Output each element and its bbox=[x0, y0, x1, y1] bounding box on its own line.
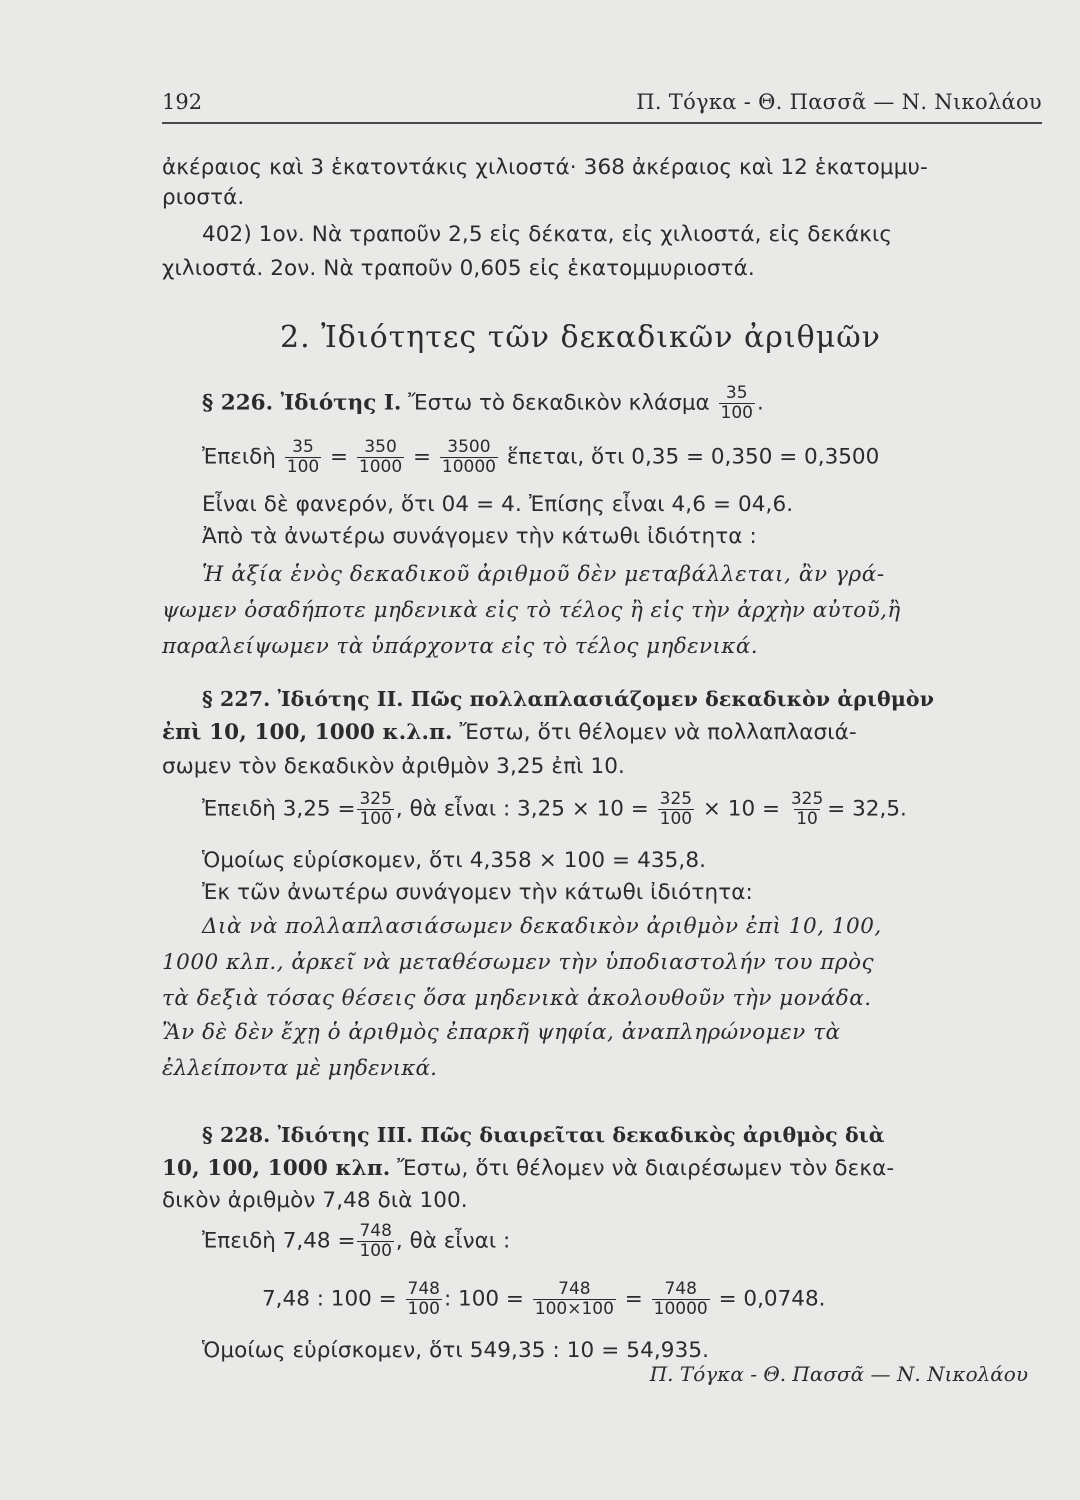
text-line: ἀκέραιος καὶ 3 ἑκατοντάκις χιλιοστά· 368 ἀκέραιος καὶ 12 ἑκατομμυ- bbox=[162, 155, 928, 180]
rule-226: Ἡ ἀξία ἑνὸς δεκαδικοῦ ἀριθμοῦ δὲν μεταβάλλεται, ἂν γρά- bbox=[202, 562, 885, 587]
equation-226: Ἐπειδὴ $\frac{35}{100}$ = $\frac{350}{1000}$ = $\frac{3500}{10000}$ ἕπεται, ὅτι 0,35 = 0,350 = 0,3500 bbox=[202, 437, 880, 477]
text-line: Ἀπὸ τὰ ἀνωτέρω συνάγομεν τὴν κάτωθι ἰδιότητα : bbox=[202, 524, 757, 549]
section-label-228: § 228. Ἰδιότης III. Πῶς διαιρεῖται δεκαδικὸς ἀριθμὸς διὰ bbox=[202, 1123, 885, 1147]
rule-227: Ἂν δὲ δὲν ἔχῃ ὁ ἀριθμὸς ἐπαρκῆ ψηφία, ἀναπληρώνομεν τὰ bbox=[162, 1020, 841, 1045]
text-line: δικὸν ἀριθμὸν 7,48 διὰ 100. bbox=[162, 1188, 468, 1213]
text-line: Ὁμοίως εὑρίσκομεν, ὅτι 549,35 : 10 = 54,935. bbox=[202, 1338, 710, 1363]
fraction: $\frac{748}{10000}$ bbox=[653, 1279, 708, 1319]
rule-227: 1000 κλπ., ἀρκεῖ νὰ μεταθέσωμεν τὴν ὑποδιαστολήν του πρὸς bbox=[162, 950, 875, 975]
paragraph-226-intro: § 226. Ἰδιότης I. Ἔστω τὸ δεκαδικὸν κλάσμα $\frac{35}{100}$ . bbox=[202, 383, 764, 423]
paragraph-228-intro: 10, 100, 1000 κλπ. Ἔστω, ὅτι θέλομεν νὰ διαιρέσωμεν τὸν δεκα- bbox=[162, 1156, 895, 1181]
fraction: $\frac{748}{100\times 100}$ bbox=[534, 1279, 614, 1319]
fraction: $\frac{350}{1000}$ bbox=[358, 437, 403, 477]
text-line: Ὁμοίως εὑρίσκομεν, ὅτι 4,358 × 100 = 435,8. bbox=[202, 848, 707, 873]
fraction: $\frac{325}{100}$ bbox=[659, 789, 693, 829]
rule-226: παραλείψωμεν τὰ ὑπάρχοντα εἰς τὸ τέλος μηδενικά. bbox=[162, 634, 758, 659]
paragraph-227-intro: ἐπὶ 10, 100, 1000 κ.λ.π. Ἔστω, ὅτι θέλομεν νὰ πολλαπλασιά- bbox=[162, 720, 857, 745]
text-line: σωμεν τὸν δεκαδικὸν ἀριθμὸν 3,25 ἐπὶ 10. bbox=[162, 754, 625, 779]
rule-226: ψωμεν ὁσαδήποτε μηδενικὰ εἰς τὸ τέλος ἢ εἰς τὴν ἀρχὴν αὐτοῦ,ἢ bbox=[162, 598, 901, 623]
fraction: $\frac{325}{10}$ bbox=[790, 789, 824, 829]
text-line: Εἶναι δὲ φανερόν, ὅτι 04 = 4. Ἐπίσης εἶναι 4,6 = 04,6. bbox=[202, 492, 794, 517]
rule-227: Διὰ νὰ πολλαπλασιάσωμεν δεκαδικὸν ἀριθμὸν ἐπὶ 10, 100, bbox=[202, 914, 882, 939]
author-signature: Π. Τόγκα - Θ. Πασσᾶ — Ν. Νικολάου bbox=[649, 1362, 1028, 1386]
fraction: $\frac{325}{100}$ bbox=[359, 789, 392, 829]
header-authors: Π. Τόγκα - Θ. Πασσᾶ — Ν. Νικολάου bbox=[636, 90, 1042, 114]
fraction: $\frac{3500}{10000}$ bbox=[441, 437, 496, 477]
section-label-227: § 227. Ἰδιότης II. Πῶς πολλαπλασιάζομεν δεκαδικὸν ἀριθμὸν bbox=[202, 687, 935, 711]
fraction: $\frac{748}{100}$ bbox=[359, 1221, 392, 1261]
equation-228b: 7,48 : 100 = $\frac{748}{100}$ : 100 = $\frac{748}{100\times 100}$ = $\frac{748}{10000}$ = 0,0748. bbox=[262, 1279, 826, 1319]
fraction: $\frac{35}{100}$ bbox=[720, 383, 753, 423]
text-line: χιλιοστά. 2ον. Νὰ τραποῦν 0,605 εἰς ἑκατομμυριοστά. bbox=[162, 256, 755, 281]
equation-228a: Ἐπειδὴ 7,48 = $\frac{748}{100}$ , θὰ εἶναι : bbox=[202, 1221, 511, 1261]
section-heading: 2. Ἰδιότητες τῶν δεκαδικῶν ἀριθμῶν bbox=[280, 320, 881, 355]
equation-227: Ἐπειδὴ 3,25 = $\frac{325}{100}$ , θὰ εἶναι : 3,25 × 10 = $\frac{325}{100}$ × 10 = $\frac{325}{10}$ = 32,5. bbox=[202, 789, 907, 829]
page-number: 192 bbox=[162, 90, 203, 114]
fraction: $\frac{748}{100}$ bbox=[407, 1279, 440, 1319]
text-line: Ἐκ τῶν ἀνωτέρω συνάγομεν τὴν κάτωθι ἰδιότητα: bbox=[202, 880, 753, 905]
section-label: § 226. Ἰδιότης I. bbox=[202, 390, 402, 416]
fraction: $\frac{35}{100}$ bbox=[286, 437, 320, 477]
intro-text: Ἔστω τὸ δεκαδικὸν κλάσμα bbox=[408, 390, 710, 416]
exercise-402: 402) 1ον. Νὰ τραποῦν 2,5 εἰς δέκατα, εἰς χιλιοστά, εἰς δεκάκις bbox=[202, 222, 893, 247]
text-line: ριοστά. bbox=[162, 185, 245, 210]
rule-227: ἐλλείποντα μὲ μηδενικά. bbox=[162, 1056, 438, 1081]
page-header bbox=[162, 86, 1042, 124]
rule-227: τὰ δεξιὰ τόσας θέσεις ὅσα μηδενικὰ ἀκολουθοῦν τὴν μονάδα. bbox=[162, 986, 872, 1011]
